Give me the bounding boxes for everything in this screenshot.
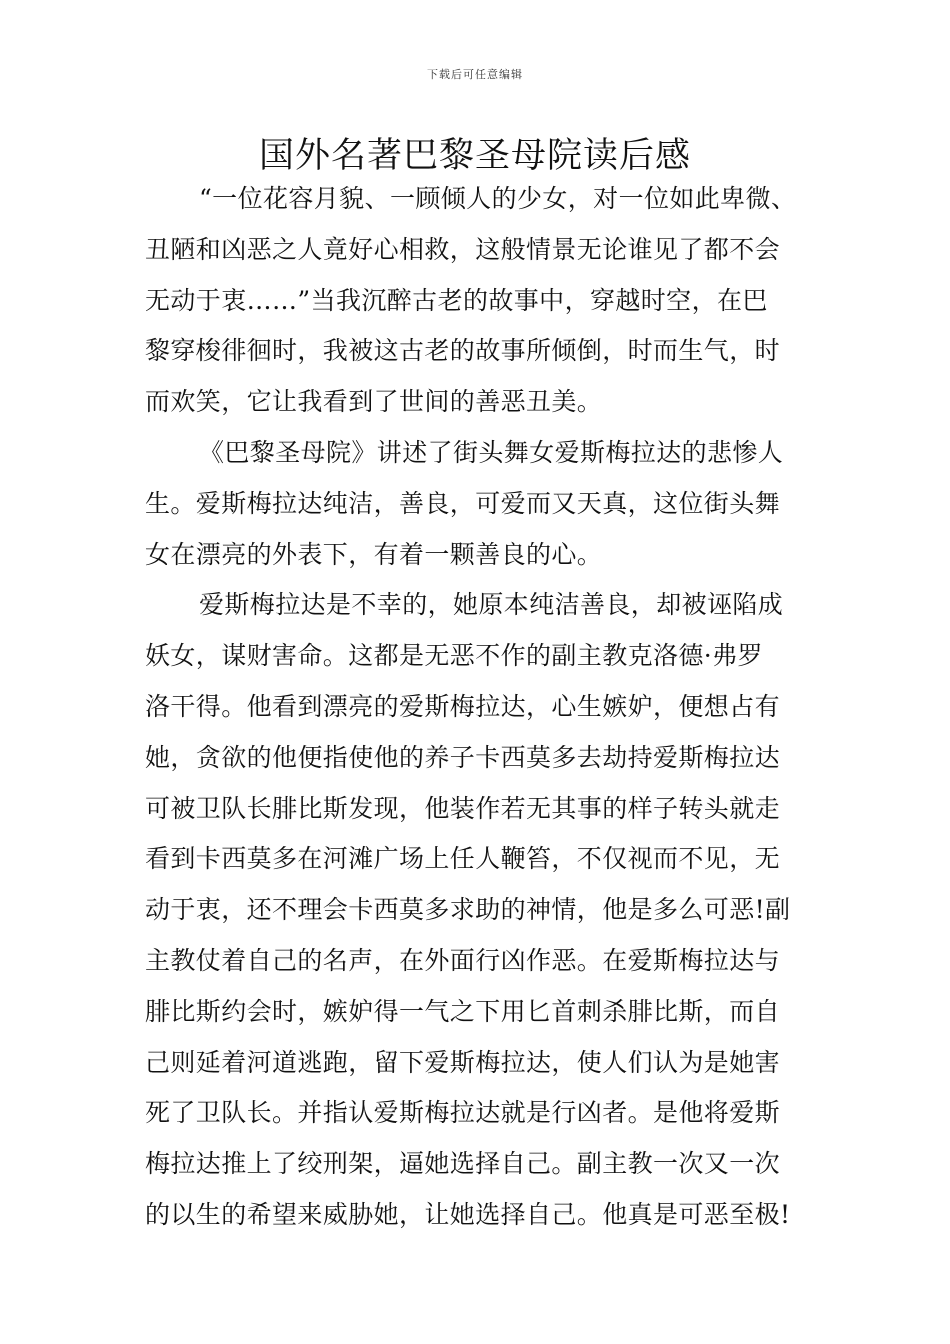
- text-line: 梅拉达推上了绞刑架，逼她选择自己。副主教一次又一次: [145, 1149, 781, 1179]
- paragraph-1: [145, 174, 810, 428]
- paragraph-3: [145, 580, 810, 1240]
- text-line: 《巴黎圣母院》讲述了街头舞女爱斯梅拉达的悲惨人: [199, 437, 784, 467]
- text-line: 死了卫队长。并指认爱斯梅拉达就是行凶者。是他将爱斯: [145, 1098, 781, 1128]
- text-line: 黎穿梭徘徊时，我被这古老的故事所倾倒，时而生气，时: [145, 336, 781, 366]
- text-line: 洛干得。他看到漂亮的爱斯梅拉达，心生嫉妒，便想占有: [145, 691, 781, 721]
- text-line: 腓比斯约会时，嫉妒得一气之下用匕首刺杀腓比斯，而自: [145, 996, 781, 1026]
- paragraph-2: [145, 428, 810, 580]
- text-line: 而欢笑，它让我看到了世间的善恶丑美。: [145, 387, 603, 417]
- text-line: 生。爱斯梅拉达纯洁，善良，可爱而又天真，这位街头舞: [145, 488, 781, 518]
- text-line: 主教仗着自己的名声，在外面行凶作恶。在爱斯梅拉达与: [145, 945, 781, 975]
- text-line: 爱斯梅拉达是不幸的，她原本纯洁善良，却被诬陷成: [199, 590, 784, 620]
- text-line: 的以生的希望来威胁她，让她选择自己。他真是可恶至极!: [145, 1199, 791, 1229]
- text-line: 动于衷，还不理会卡西莫多求助的神情，他是多么可恶!副: [145, 895, 791, 925]
- text-line: 妖女，谋财害命。这都是无恶不作的副主教克洛德·弗罗: [145, 641, 763, 671]
- text-line: 己则延着河道逃跑，留下爱斯梅拉达，使人们认为是她害: [145, 1047, 781, 1077]
- text-line: 她，贪欲的他便指使他的养子卡西莫多去劫持爱斯梅拉达: [145, 742, 781, 772]
- header-note: 下载后可任意编辑: [427, 68, 523, 81]
- page-title: 国外名著巴黎圣母院读后感: [258, 136, 691, 176]
- text-line: 丑陋和凶恶之人竟好心相救，这般情景无论谁见了都不会: [145, 234, 781, 264]
- text-line: 女在漂亮的外表下，有着一颗善良的心。: [145, 539, 603, 569]
- text-line: 无动于衷……”当我沉醉古老的故事中，穿越时空，在巴: [145, 285, 768, 315]
- document-body: [145, 174, 810, 1241]
- text-line: “一位花容月貌、一顾倾人的少女，对一位如此卑微、: [199, 184, 797, 213]
- text-line: 可被卫队长腓比斯发现，他装作若无其事的样子转头就走: [145, 793, 781, 823]
- text-line: 看到卡西莫多在河滩广场上任人鞭笞，不仅视而不见，无: [145, 844, 781, 874]
